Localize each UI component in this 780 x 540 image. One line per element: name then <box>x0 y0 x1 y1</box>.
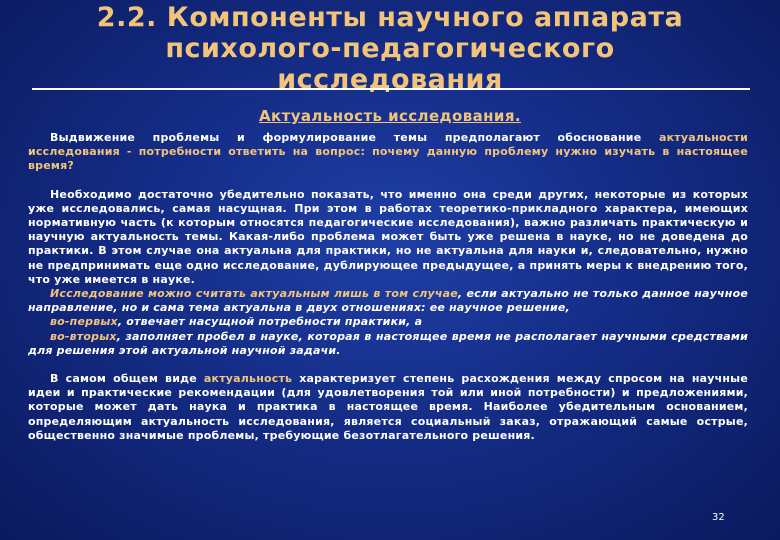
paragraph-5 <box>28 330 748 358</box>
p5-text: , заполняет пробел в науке, которая в настоящее время не располагает научными средствами для решения этой актуальной научной задачи. <box>28 329 748 357</box>
p6-text-c: характеризует степень расхождения между спросом на научные идеи и практические рекомендации (для удовлетворения той или иной потребности) и предложениями, которые может дать наука и практика в настоящее время. Наиболее убедительным основанием, определяющим актуальность исследования, является социальный заказ, отражающий самые острые, общественно значимые проблемы, требующие безотлагательного решения. <box>28 372 748 442</box>
p1-text: Выдвижение проблемы и формулирование темы предполагают обоснование <box>50 131 659 144</box>
title-line-3: исследования <box>277 64 503 95</box>
paragraph-4 <box>28 315 748 329</box>
p1-highlight: актуальности исследования - потребности ответить на вопрос: почему данную проблему нужно изучать в настоящее время? <box>28 131 748 173</box>
paragraph-1 <box>28 131 748 174</box>
title-line-2: психолого-педагогического <box>165 33 615 64</box>
p6-highlight: актуальность <box>203 372 293 386</box>
p3-text: , если актуально не только данное научное направление, но и сама тема актуальна в двух отношениях: ее научное решение, <box>28 287 749 315</box>
page-number: 32 <box>712 512 725 523</box>
slide-title <box>20 2 760 95</box>
p4-highlight: во-первых <box>50 315 118 329</box>
p3-highlight: Исследование можно считать актуальным лишь в том случае <box>50 287 458 301</box>
slide-body <box>28 131 748 443</box>
title-divider <box>32 88 750 90</box>
section-subtitle: Актуальность исследования. <box>259 107 521 125</box>
paragraph-2: Необходимо достаточно убедительно показать, что именно она среди других, некоторые из которых уже исследовались, самая насущная. При этом в работах теоретико-прикладного характера, имеющих нормативную часть (к которым относятся педагогические исследования), важно различать практическую и научную актуальность темы. Какая-либо проблема может быть уже решена в науке, но не доведена до практики. В этом случае она актуальна для практики, но не актуальна для науки и, следовательно, нужно не предпринимать еще одно исследование, дублирующее предыдущее, а принять меры к внедрению того, что уже имеется в науке. <box>28 187 748 286</box>
p4-text: , отвечает насущной потребности практики, а <box>117 315 423 329</box>
p5-highlight: во-вторых <box>50 329 117 343</box>
title-line-1: 2.2. Компоненты научного аппарата <box>96 2 684 33</box>
paragraph-3 <box>28 287 748 315</box>
paragraph-6 <box>28 372 748 443</box>
p6-text-a: В самом общем виде <box>50 372 204 386</box>
